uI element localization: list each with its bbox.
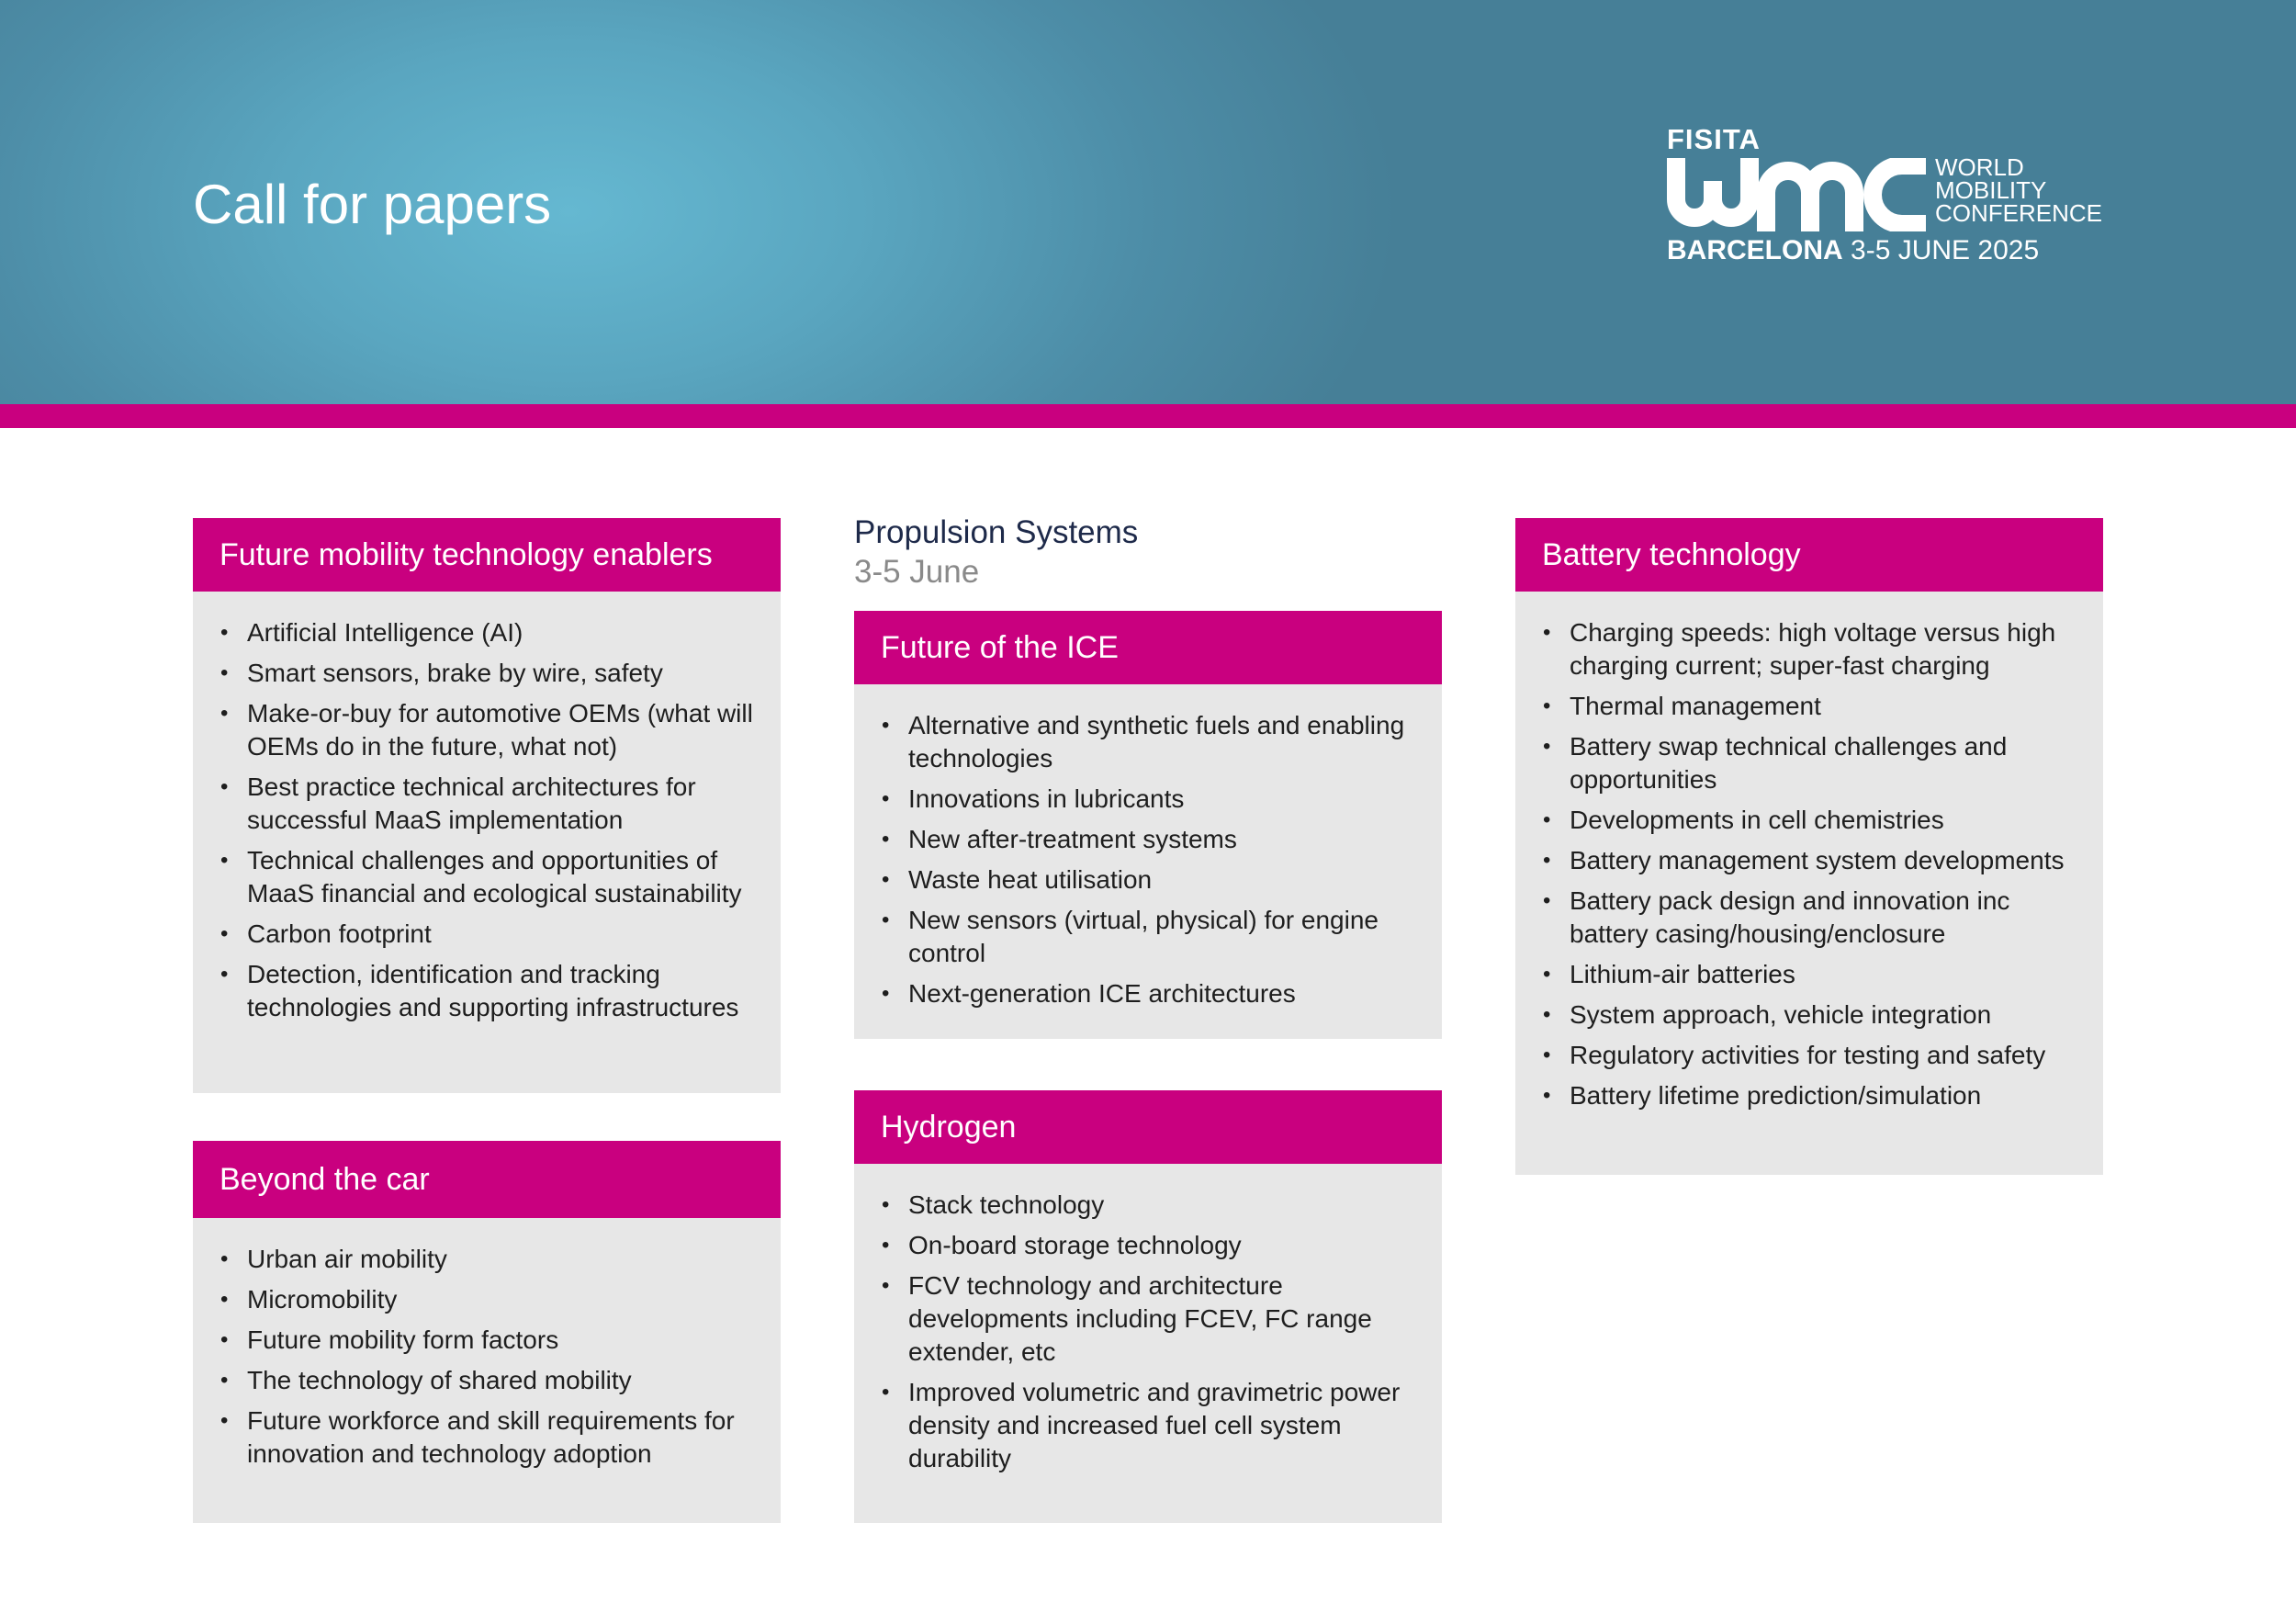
list-item: • The technology of shared mobility xyxy=(220,1364,753,1397)
list-item: • Battery lifetime prediction/simulation xyxy=(1543,1079,2076,1112)
logo-line-world: WORLD xyxy=(1935,153,2024,181)
accent-bar xyxy=(0,404,2296,428)
logo-city: BARCELONA xyxy=(1667,235,1843,265)
list-item: • Make-or-buy for automotive OEMs (what will OEMs do in the future, what not) xyxy=(220,697,753,763)
section-dates: 3-5 June xyxy=(854,554,980,590)
logo-dates: 3-5 JUNE 2025 xyxy=(1851,235,2040,265)
card-future-of-ice xyxy=(854,611,1442,1039)
card-title: Hydrogen xyxy=(854,1090,1442,1164)
card-beyond-the-car xyxy=(193,1141,781,1523)
list-item: • Waste heat utilisation xyxy=(882,863,1414,897)
logo-line-mobility: MOBILITY xyxy=(1935,176,2047,204)
list-item: • New sensors (virtual, physical) for engine control xyxy=(882,904,1414,970)
list-item: • Technical challenges and opportunities of MaaS financial and ecological sustainability xyxy=(220,844,753,910)
logo-location-dates xyxy=(1667,235,2039,266)
list-item: • Future workforce and skill requirements for innovation and technology adoption xyxy=(220,1404,753,1471)
list-item: • Next-generation ICE architectures xyxy=(882,977,1414,1010)
list-item: • Charging speeds: high voltage versus high charging current; super-fast charging xyxy=(1543,616,2076,682)
header-banner xyxy=(0,0,2296,404)
list-item: • Urban air mobility xyxy=(220,1243,753,1276)
card-title: Battery technology xyxy=(1515,518,2103,592)
list-item: • Regulatory activities for testing and safety xyxy=(1543,1039,2076,1072)
fisita-wmc-logo xyxy=(1667,123,2108,279)
topic-list xyxy=(854,1164,1442,1475)
list-item: • Developments in cell chemistries xyxy=(1543,804,2076,837)
list-item: • Detection, identification and tracking technologies and supporting infrastructures xyxy=(220,958,753,1024)
card-hydrogen xyxy=(854,1090,1442,1523)
topic-list xyxy=(193,592,781,1024)
logo-fisita-text: FISITA xyxy=(1667,123,1761,155)
card-title: Future mobility technology enablers xyxy=(193,518,781,592)
list-item: • System approach, vehicle integration xyxy=(1543,998,2076,1032)
section-title: Propulsion Systems xyxy=(854,514,1139,550)
list-item: • Best practice technical architectures for successful MaaS implementation xyxy=(220,771,753,837)
card-future-mobility xyxy=(193,518,781,1093)
list-item: • Battery pack design and innovation inc battery casing/housing/enclosure xyxy=(1543,885,2076,951)
list-item: • Lithium-air batteries xyxy=(1543,958,2076,991)
topic-list xyxy=(854,684,1442,1010)
list-item: • Battery swap technical challenges and opportunities xyxy=(1543,730,2076,796)
list-item: • Smart sensors, brake by wire, safety xyxy=(220,657,753,690)
list-item: • Improved volumetric and gravimetric power density and increased fuel cell system durability xyxy=(882,1376,1414,1475)
page-title: Call for papers xyxy=(193,174,552,235)
topic-list xyxy=(193,1218,781,1471)
list-item: • On-board storage technology xyxy=(882,1229,1414,1262)
wmc-logo-icon xyxy=(1667,158,1929,231)
logo-line-conference: CONFERENCE xyxy=(1935,199,2103,227)
list-item: • Carbon footprint xyxy=(220,918,753,951)
list-item: • Innovations in lubricants xyxy=(882,783,1414,816)
list-item: • New after-treatment systems xyxy=(882,823,1414,856)
card-title: Future of the ICE xyxy=(854,611,1442,684)
list-item: • FCV technology and architecture developments including FCEV, FC range extender, etc xyxy=(882,1269,1414,1369)
list-item: • Micromobility xyxy=(220,1283,753,1316)
list-item: • Alternative and synthetic fuels and enabling technologies xyxy=(882,709,1414,775)
topic-list xyxy=(1515,592,2103,1112)
card-battery-technology xyxy=(1515,518,2103,1175)
logo-wmc-text xyxy=(1935,153,2103,227)
card-title: Beyond the car xyxy=(193,1141,781,1218)
list-item: • Battery management system developments xyxy=(1543,844,2076,877)
list-item: • Stack technology xyxy=(882,1189,1414,1222)
list-item: • Artificial Intelligence (AI) xyxy=(220,616,753,649)
list-item: • Thermal management xyxy=(1543,690,2076,723)
list-item: • Future mobility form factors xyxy=(220,1324,753,1357)
